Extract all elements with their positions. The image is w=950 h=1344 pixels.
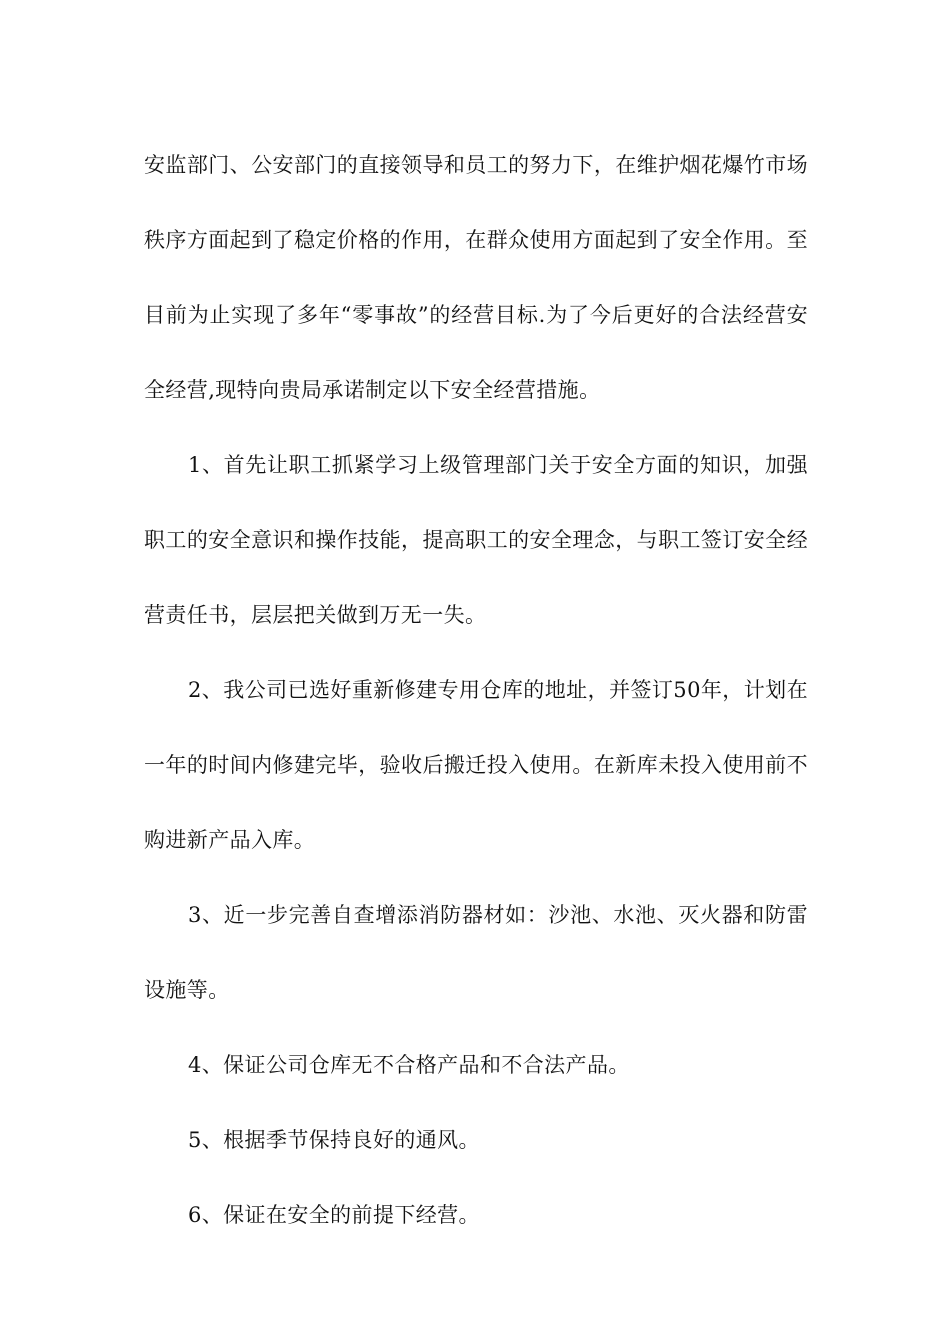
paragraph-item-6: 6、保证在安全的前提下经营。: [188, 1203, 480, 1227]
paragraph-intro: 安监部门、公安部门的直接领导和员工的努力下，在维护烟花爆竹市场秩序方面起到了稳定价格的作用，在群众使用方面起到了安全作用。至目前为止实现了多年“零事故”的经营目标.为了今后更好的合法经营安全经营,现特向贵局承诺制定以下安全经营措施。: [144, 153, 808, 402]
paragraph-item-4: 4、保证公司仓库无不合格产品和不合法产品。: [188, 1053, 630, 1077]
paragraph-item-3: 3、近一步完善自查增添消防器材如：沙池、水池、灭火器和防雷设施等。: [144, 903, 808, 1002]
paragraph-item-1: 1、首先让职工抓紧学习上级管理部门关于安全方面的知识，加强职工的安全意识和操作技能，提高职工的安全理念，与职工签订安全经营责任书，层层把关做到万无一失。: [144, 453, 808, 627]
paragraph-item-2: 2、我公司已选好重新修建专用仓库的地址，并签订50年，计划在一年的时间内修建完毕，验收后搬迁投入使用。在新库未投入使用前不购进新产品入库。: [144, 678, 808, 852]
paragraph-item-5: 5、根据季节保持良好的通风。: [188, 1128, 480, 1152]
document-body: [144, 128, 808, 1253]
